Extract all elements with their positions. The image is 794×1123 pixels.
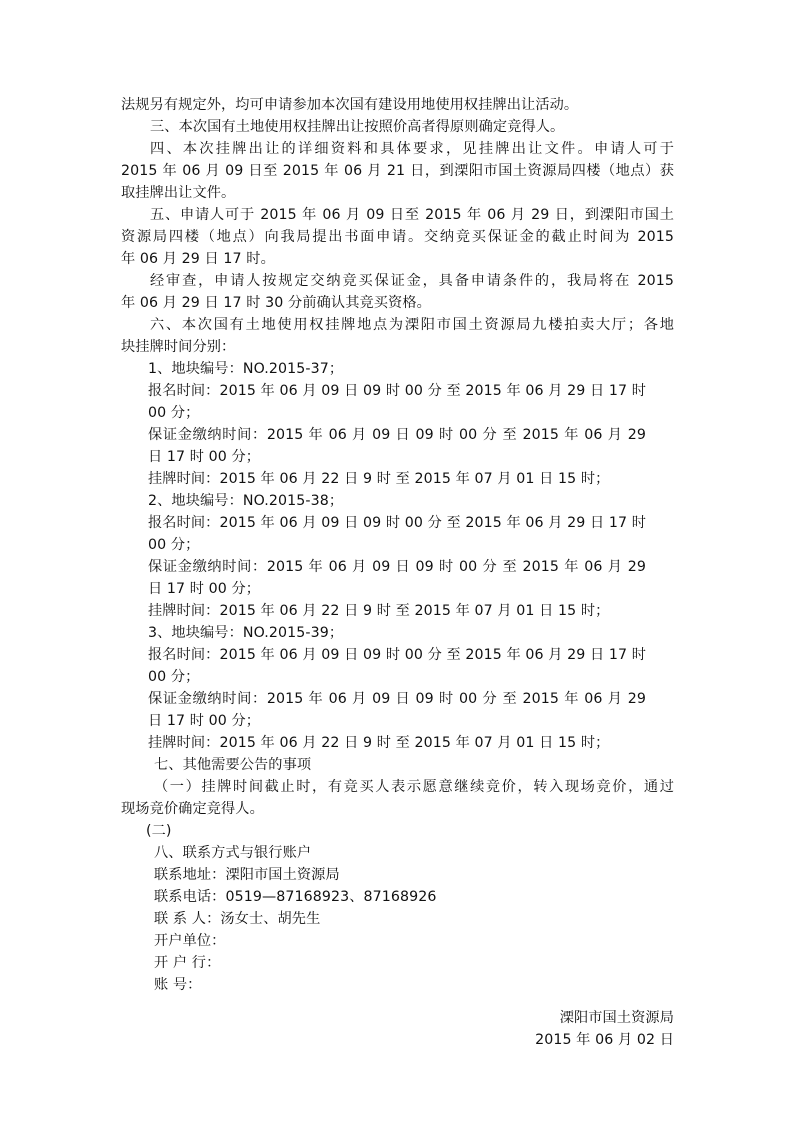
registration-time: 报名时间：2015 年 06 月 09 日 09 时 00 分 至 2015 年 06 月 29 日 17 时 xyxy=(148,647,647,663)
text-line: 块挂牌时间分别： xyxy=(121,339,236,355)
text-line: 现场竞价确定竞得人。 xyxy=(121,801,264,817)
contact-address: 联系地址：溧阳市国土资源局 xyxy=(154,867,340,883)
text-line: 2015 年 06 月 09 日至 2015 年 06 月 21 日，到溧阳市国土资源局四楼（地点）获 xyxy=(121,163,674,179)
text-line: 日 17 时 00 分； xyxy=(148,449,261,465)
bank-name: 开 户 行： xyxy=(154,955,221,971)
text-line: 法规另有规定外，均可申请参加本次国有建设用地使用权挂牌出让活动。 xyxy=(121,97,579,113)
listing-time: 挂牌时间：2015 年 06 月 22 日 9 时 至 2015 年 07 月 01 日 15 时； xyxy=(148,735,610,751)
parcel-number: 1、地块编号：NO.2015-37； xyxy=(148,361,344,377)
parcel-number: 2、地块编号：NO.2015-38； xyxy=(148,493,344,509)
text-line: 00 分； xyxy=(148,669,200,685)
registration-time: 报名时间：2015 年 06 月 09 日 09 时 00 分 至 2015 年 06 月 29 日 17 时 xyxy=(148,383,647,399)
signature-date: 2015 年 06 月 02 日 xyxy=(535,1032,674,1048)
section-heading: 八、联系方式与银行账户 xyxy=(154,845,312,861)
text-line: 取挂牌出让文件。 xyxy=(121,185,236,201)
registration-time: 报名时间：2015 年 06 月 09 日 09 时 00 分 至 2015 年 06 月 29 日 17 时 xyxy=(148,515,647,531)
text-line: 年 06 月 29 日 17 时。 xyxy=(121,251,275,267)
text-line: 00 分； xyxy=(148,405,200,421)
text-line: 五、申请人可于 2015 年 06 月 09 日至 2015 年 06 月 29 日，到溧阳市国土 xyxy=(150,207,674,223)
parcel-number: 3、地块编号：NO.2015-39； xyxy=(148,625,344,641)
text-line: 资源局四楼（地点）向我局提出书面申请。交纳竞买保证金的截止时间为 2015 xyxy=(121,229,674,245)
contact-person: 联 系 人：汤女士、胡先生 xyxy=(154,911,321,927)
account-holder: 开户单位： xyxy=(154,933,226,949)
text-line: 经审查，申请人按规定交纳竞买保证金，具备申请条件的，我局将在 2015 xyxy=(150,273,674,289)
text-line: 三、本次国有土地使用权挂牌出让按照价高者得原则确定竞得人。 xyxy=(150,119,565,135)
account-number: 账 号： xyxy=(154,977,202,993)
listing-time: 挂牌时间：2015 年 06 月 22 日 9 时 至 2015 年 07 月 01 日 15 时； xyxy=(148,603,610,619)
contact-phone: 联系电话：0519—87168923、87168926 xyxy=(154,889,437,905)
listing-time: 挂牌时间：2015 年 06 月 22 日 9 时 至 2015 年 07 月 01 日 15 时； xyxy=(148,471,610,487)
text-line: 四、本次挂牌出让的详细资料和具体要求，见挂牌出让文件。申请人可于 xyxy=(150,141,674,157)
text-line: (二) xyxy=(146,823,172,839)
text-line: （一）挂牌时间截止时，有竞买人表示愿意继续竞价，转入现场竞价，通过 xyxy=(154,779,674,795)
deposit-time: 保证金缴纳时间：2015 年 06 月 09 日 09 时 00 分 至 2015 年 06 月 29 xyxy=(148,691,646,707)
text-line: 00 分； xyxy=(148,537,200,553)
section-heading: 七、其他需要公告的事项 xyxy=(154,757,312,773)
text-line: 六、本次国有土地使用权挂牌地点为溧阳市国土资源局九楼拍卖大厅；各地 xyxy=(150,317,674,333)
text-line: 年 06 月 29 日 17 时 30 分前确认其竞买资格。 xyxy=(121,295,431,311)
deposit-time: 保证金缴纳时间：2015 年 06 月 09 日 09 时 00 分 至 2015 年 06 月 29 xyxy=(148,559,646,575)
text-line: 日 17 时 00 分； xyxy=(148,713,261,729)
deposit-time: 保证金缴纳时间：2015 年 06 月 09 日 09 时 00 分 至 2015 年 06 月 29 xyxy=(148,427,646,443)
signature-org: 溧阳市国土资源局 xyxy=(559,1010,674,1026)
text-line: 日 17 时 00 分； xyxy=(148,581,261,597)
